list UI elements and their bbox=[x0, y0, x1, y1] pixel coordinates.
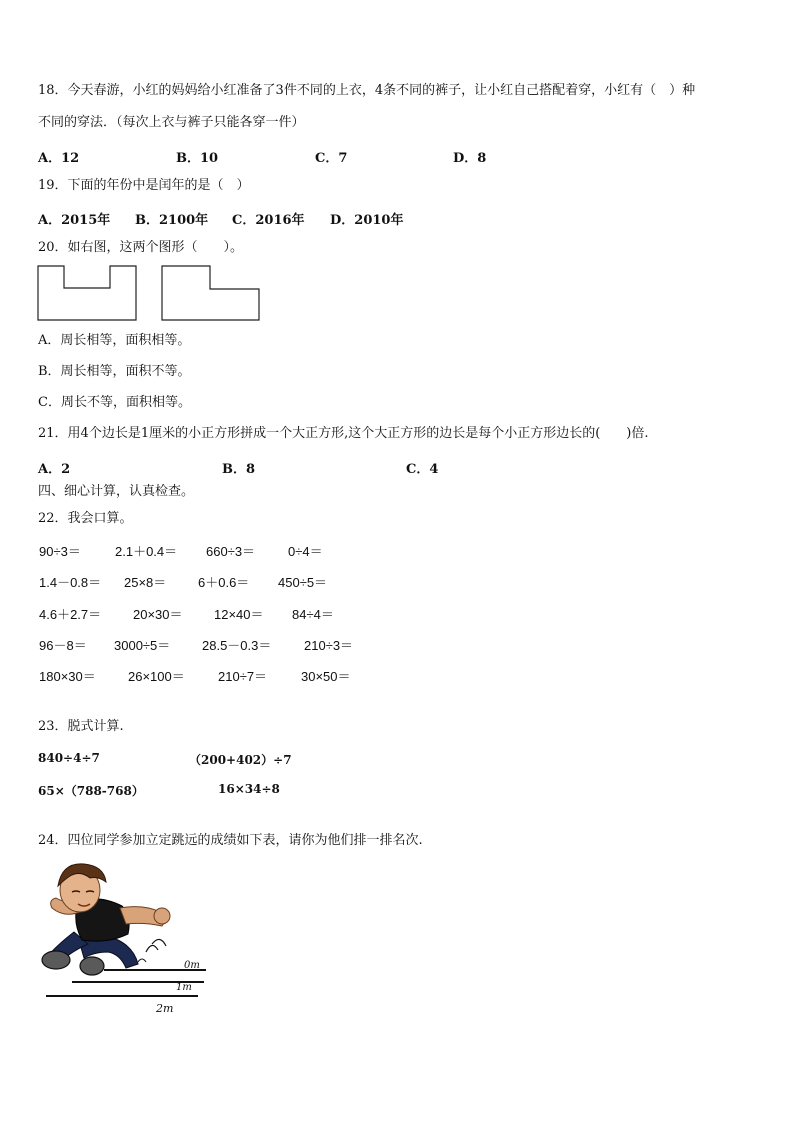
q18-option-d: D．8 bbox=[453, 151, 487, 166]
q23-expr-4: 16×34÷8 bbox=[218, 782, 280, 796]
calc-item: 84÷4＝ bbox=[292, 607, 334, 622]
q20-option-c: C．周长不等，面积相等。 bbox=[38, 395, 191, 410]
calc-item: 30×50＝ bbox=[301, 669, 351, 684]
q20-option-b: B．周长相等，面积不等。 bbox=[38, 364, 191, 379]
q19-option-a: A．2015年 bbox=[38, 213, 111, 228]
mark-2m: 2m bbox=[156, 1002, 174, 1015]
calc-item: 6＋0.6＝ bbox=[198, 575, 250, 590]
calc-item: 0÷4＝ bbox=[288, 544, 323, 559]
calc-item: 26×100＝ bbox=[128, 669, 185, 684]
q20-shape-right bbox=[162, 266, 259, 320]
q20-stem: 20．如右图，这两个图形（ ）。 bbox=[38, 240, 244, 255]
q19-option-d: D．2010年 bbox=[330, 213, 404, 228]
q20-shapes-figure bbox=[36, 264, 262, 324]
q20-option-a: A．周长相等，面积相等。 bbox=[38, 333, 191, 348]
calc-item: 210÷3＝ bbox=[304, 638, 354, 653]
q19-option-c: C．2016年 bbox=[232, 213, 305, 228]
calc-item: 180×30＝ bbox=[39, 669, 96, 684]
q21-option-b: B．8 bbox=[222, 462, 256, 477]
calc-item: 25×8＝ bbox=[124, 575, 167, 590]
calc-item: 90÷3＝ bbox=[39, 544, 81, 559]
calc-item: 660÷3＝ bbox=[206, 544, 256, 559]
mark-0m: 0m bbox=[184, 960, 200, 971]
q18-option-b: B．10 bbox=[176, 151, 219, 166]
q23-stem: 23．脱式计算. bbox=[38, 719, 124, 734]
q19-option-b: B．2100年 bbox=[135, 213, 209, 228]
q18-stem-line1: 18．今天春游，小红的妈妈给小红准备了3件不同的上衣，4条不同的裤子，让小红自己搭配着穿，小红有（ ）种 bbox=[38, 83, 696, 98]
q24-stem: 24．四位同学参加立定跳远的成绩如下表，请你为他们排一排名次. bbox=[38, 833, 423, 848]
q21-option-c: C．4 bbox=[406, 462, 439, 477]
calc-item: 96－8＝ bbox=[39, 638, 87, 653]
calc-item: 1.4－0.8＝ bbox=[39, 575, 102, 590]
mark-1m: 1m bbox=[176, 982, 192, 993]
q23-expr-3: 65×（788-768） bbox=[38, 784, 144, 798]
calc-item: 28.5－0.3＝ bbox=[202, 638, 272, 653]
calc-item: 210÷7＝ bbox=[218, 669, 268, 684]
section-4-heading: 四、细心计算，认真检查。 bbox=[38, 484, 195, 499]
calc-item: 4.6＋2.7＝ bbox=[39, 607, 102, 622]
q22-stem: 22．我会口算。 bbox=[38, 511, 133, 526]
q21-option-a: A．2 bbox=[38, 462, 71, 477]
q18-option-a: A．12 bbox=[38, 151, 80, 166]
calc-item: 2.1＋0.4＝ bbox=[115, 544, 178, 559]
calc-item: 20×30＝ bbox=[133, 607, 183, 622]
q19-stem: 19．下面的年份中是闰年的是（ ） bbox=[38, 178, 250, 193]
calc-item: 450÷5＝ bbox=[278, 575, 328, 590]
q21-stem: 21．用4个边长是1厘米的小正方形拼成一个大正方形,这个大正方形的边长是每个小正方形边长的( )倍. bbox=[38, 426, 649, 441]
calc-item: 12×40＝ bbox=[214, 607, 264, 622]
q18-option-c: C．7 bbox=[315, 151, 348, 166]
q23-expr-1: 840÷4÷7 bbox=[38, 751, 100, 765]
q18-stem-line2: 不同的穿法．（每次上衣与裤子只能各穿一件） bbox=[38, 115, 305, 130]
long-jump-illustration bbox=[34, 862, 220, 1018]
q20-shape-left bbox=[38, 266, 136, 320]
calc-item: 3000÷5＝ bbox=[114, 638, 171, 653]
q23-expr-2: （200+402）÷7 bbox=[189, 753, 292, 767]
